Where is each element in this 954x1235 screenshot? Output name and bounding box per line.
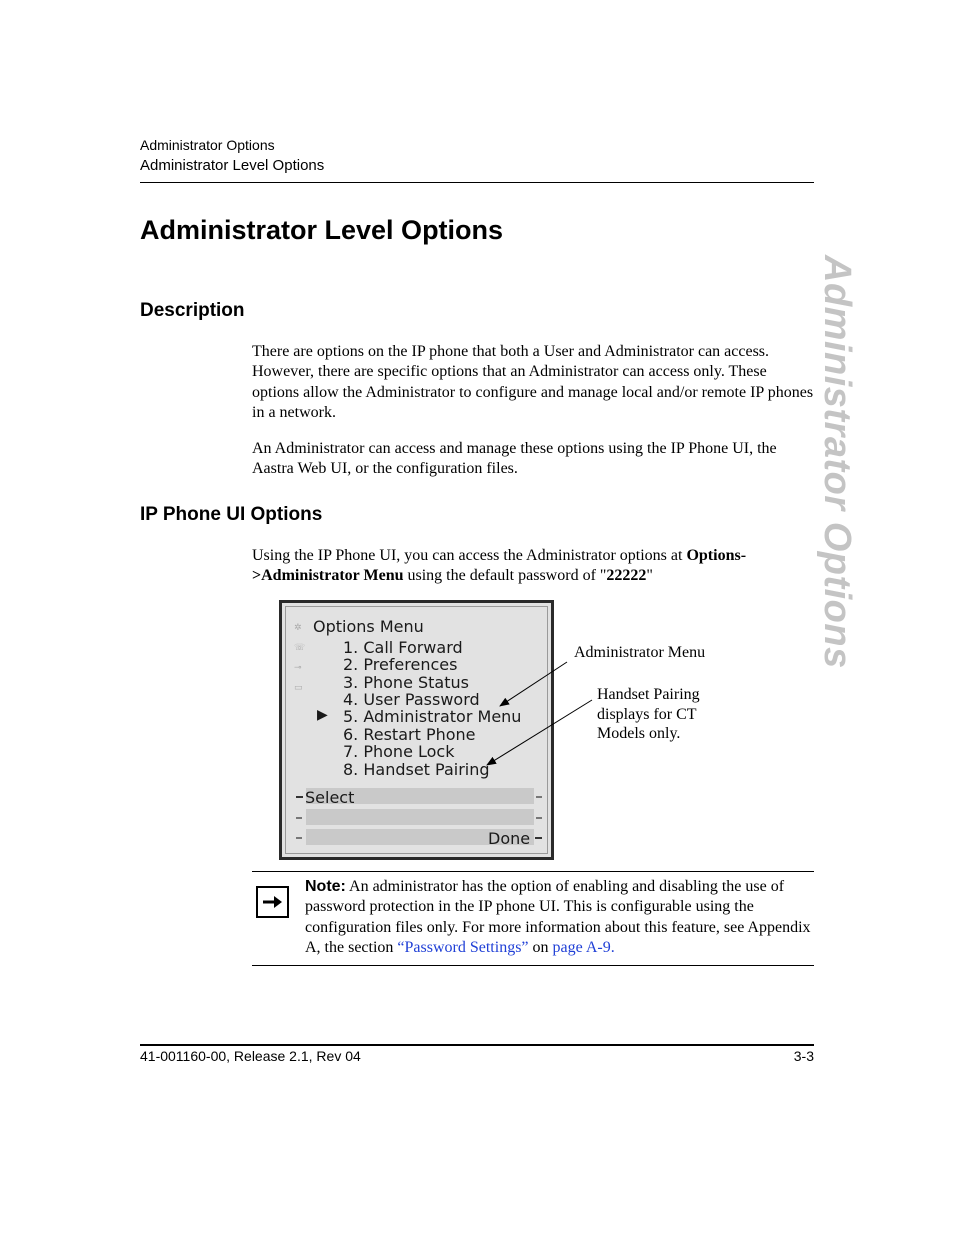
admin-menu-leader-arrow [500, 662, 567, 706]
handset-icon: ☏ [294, 643, 306, 653]
callout-administrator-menu: Administrator Menu [574, 644, 706, 661]
footer-rule [140, 1044, 814, 1046]
menu-item: 1. Call Forward [343, 638, 463, 657]
running-header-section: Administrator Level Options [140, 157, 325, 174]
menu-item-selected: 5. Administrator Menu [343, 707, 522, 726]
ip-phone-ui-paragraph: Using the IP Phone UI, you can access the Administrator options at Options->Administrator Menu using the default password of "22222" [252, 547, 747, 585]
note-top-rule [252, 871, 814, 872]
side-tab-chapter: Administrator Options [816, 255, 858, 669]
heading-description: Description [140, 300, 245, 321]
menu-item: 8. Handset Pairing [343, 760, 490, 779]
heading-ip-phone-ui-options: IP Phone UI Options [140, 504, 323, 525]
running-header-chapter: Administrator Options [140, 137, 275, 153]
menu-item: 2. Preferences [343, 655, 458, 674]
menu-item: 3. Phone Status [343, 673, 469, 692]
menu-item: 7. Phone Lock [343, 742, 455, 761]
link-page-a9[interactable]: page A-9 [552, 938, 611, 956]
note-label: Note: [305, 878, 346, 895]
display-icon: ▭ [294, 683, 303, 693]
selection-arrow-icon: ▶ [317, 707, 328, 723]
menu-title: Options Menu [313, 617, 424, 636]
softkey-select-label: Select [305, 788, 355, 807]
description-paragraph-2: An Administrator can access and manage these options using the IP Phone UI, the Aastra Web UI, or the configuration files. [252, 440, 777, 478]
note-arrow-icon [256, 886, 289, 918]
default-password: 22222 [606, 567, 647, 585]
footer-page-number: 3-3 [793, 1048, 814, 1064]
menu-item: 4. User Password [343, 690, 480, 709]
callout-handset-pairing: Handset Pairing displays for CT Models only. [597, 686, 700, 742]
footer-doc-id: 41-001160-00, Release 2.1, Rev 04 [140, 1048, 361, 1064]
description-paragraph-1: There are options on the IP phone that both a User and Administrator can access. However, there are specific options that an Administrator can access only. These options allow the Administrator to configure and manage local and/or remote IP phones in a network. [252, 343, 814, 421]
link-password-settings[interactable]: “Password Settings” [397, 938, 529, 956]
softkey-done-label: Done [488, 829, 531, 848]
menu-path: Options->Administrator Menu [252, 547, 747, 585]
key-icon: ⊸ [294, 663, 302, 673]
page-title: Administrator Level Options [140, 215, 504, 245]
note-text: Note: An administrator has the option of enabling and disabling the use of password protection in the IP phone UI. This is configurable using the configuration files only. For more information about this feature, see Appendix A, the section “Password Settings” on page A-9. [305, 878, 811, 956]
menu-item: 6. Restart Phone [343, 725, 476, 744]
options-icon: ✲ [294, 623, 302, 633]
note-bottom-rule [252, 965, 814, 966]
handset-pairing-leader-arrow [487, 700, 592, 765]
